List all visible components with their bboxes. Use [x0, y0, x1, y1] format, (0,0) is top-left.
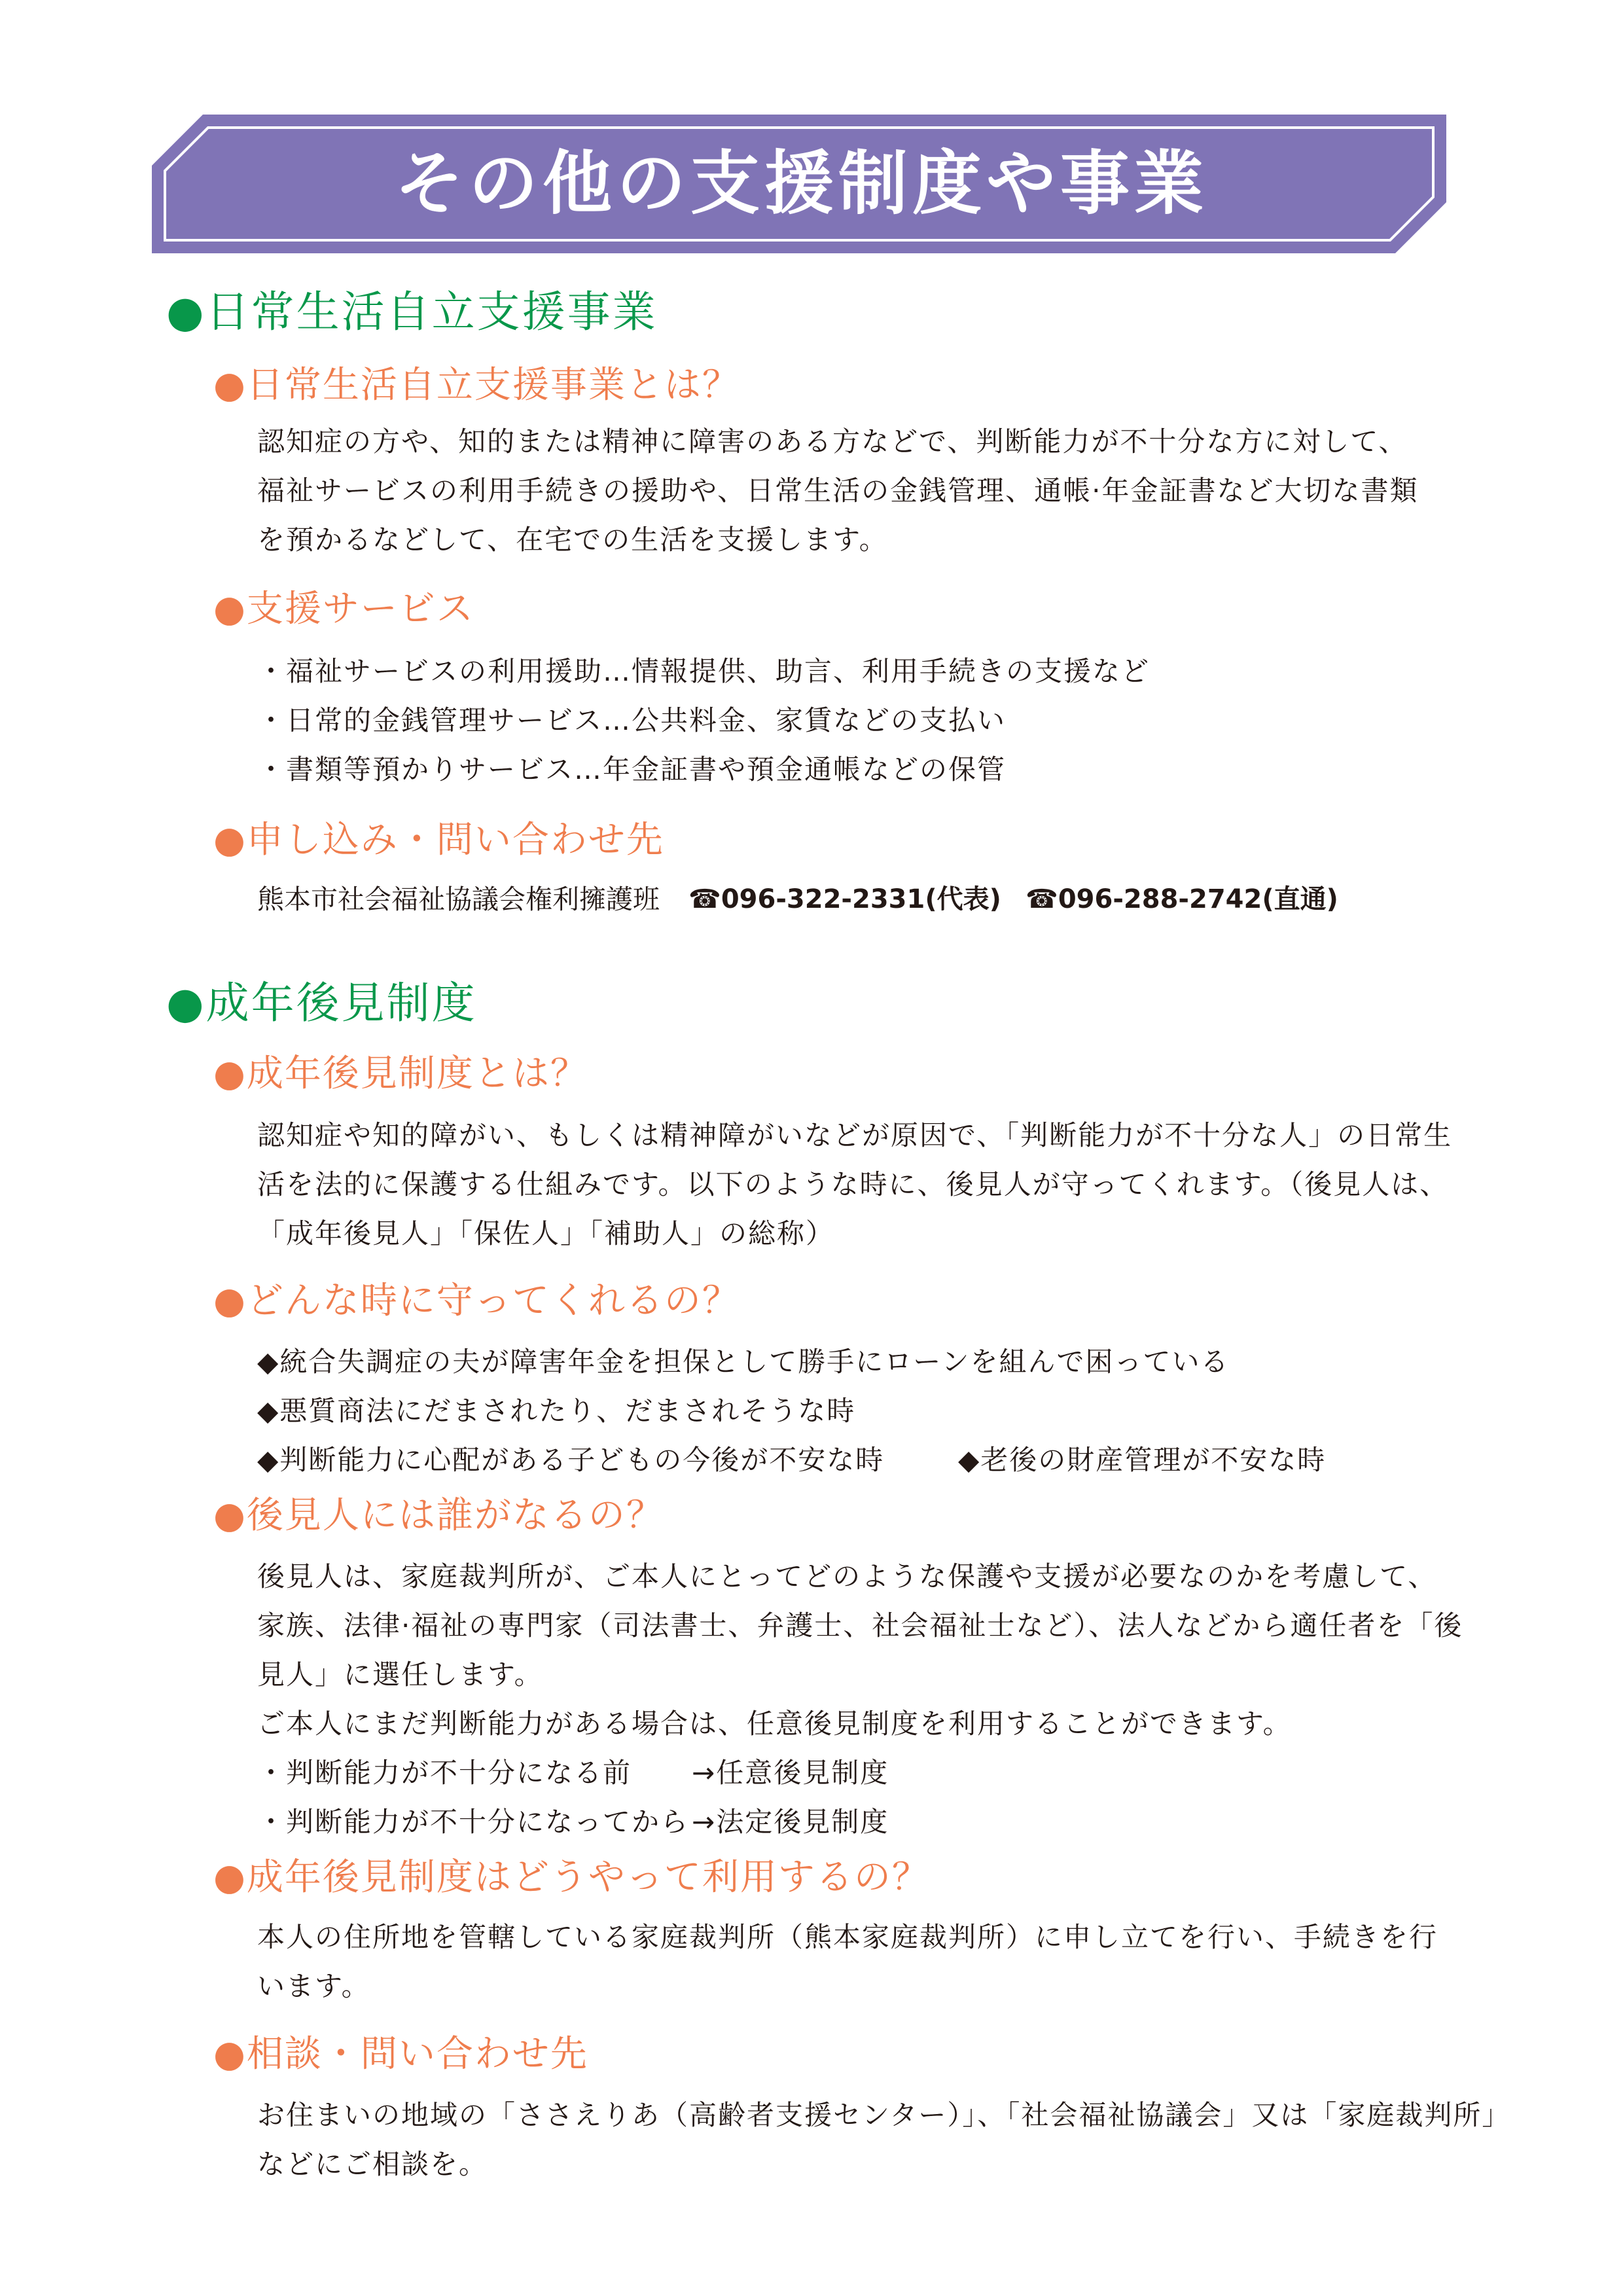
paragraph-line: などにご相談を。: [257, 2148, 488, 2180]
subsection-heading-consultation: ●相談・問い合わせ先: [213, 2033, 588, 2075]
option-label: ・判断能力が不十分になる前: [257, 1757, 632, 1789]
subsection-heading-how-to-use: ●成年後見制度はどうやって利用するの？: [213, 1856, 930, 1899]
guardian-selection-description: [257, 1552, 1566, 1846]
example-row: [257, 1435, 1566, 1484]
page-title: その他の支援制度や事業: [395, 143, 1208, 224]
subsection-heading-support-services: ●支援サービス: [213, 588, 474, 630]
subsection-heading-application-contact: ●申し込み・問い合わせ先: [213, 819, 664, 861]
subsection-heading-when-protected: ●どんな時に守ってくれるの？: [213, 1280, 740, 1322]
guardianship-option: [257, 1797, 1566, 1846]
contact-organization: 熊本市社会福祉協議会権利擁護班: [257, 884, 660, 915]
example-item: ◆老後の財産管理が不安な時: [958, 1444, 1327, 1476]
example-item: ◆判断能力に心配がある子どもの今後が不安な時: [257, 1444, 885, 1476]
example-item: ◆悪質商法にだまされたり、だまされそうな時: [257, 1395, 856, 1427]
section-heading-adult-guardianship: ●成年後見制度: [166, 978, 477, 1028]
subsection-heading-what-is-daily-life-support: ●日常生活自立支援事業とは？: [213, 364, 740, 406]
service-item: ・書類等預かりサービス…年金証書や預金通帳などの保管: [257, 753, 1007, 785]
paragraph-line: 家族、法律·福祉の専門家（司法書士、弁護士、社会福祉士など）、法人などから適任者を「後: [257, 1609, 1463, 1641]
daily-life-support-description: [257, 417, 1566, 564]
page-title-banner: [152, 115, 1446, 253]
paragraph-line: 福祉サービスの利用手続きの援助や、日常生活の金銭管理、通帳·年金証書など大切な書類: [257, 475, 1419, 507]
paragraph-line: 見人」に選任します。: [257, 1659, 543, 1691]
subsection-heading-who-becomes-guardian: ●後見人には誰がなるの？: [213, 1494, 664, 1537]
paragraph-line: 活を法的に保護する仕組みです。以下のような時に、後見人が守ってくれます。（後見人は、: [257, 1168, 1449, 1200]
application-contact: [257, 875, 1566, 924]
support-services-list: [257, 647, 1566, 794]
option-system: →任意後見制度: [692, 1757, 889, 1789]
option-system: →法定後見制度: [692, 1806, 889, 1838]
contact-line: [257, 875, 1566, 924]
paragraph-line: 認知症や知的障がい、もしくは精神障がいなどが原因で、「判断能力が不十分な人」の日常生: [257, 1119, 1453, 1151]
guardianship-description: [257, 1111, 1566, 1258]
paragraph-line: 「成年後見人」「保佐人」「補助人」の総称）: [257, 1217, 835, 1249]
option-label: ・判断能力が不十分になってから: [257, 1806, 690, 1838]
paragraph-line: を預かるなどして、在宅での生活を支援します。: [257, 524, 888, 556]
phone-direct[interactable]: ☎096-288-2742(直通): [1026, 884, 1338, 914]
service-item: ・日常的金銭管理サービス…公共料金、家賃などの支払い: [257, 704, 1007, 736]
protection-examples: [257, 1337, 1566, 1484]
paragraph-line: 本人の住所地を管轄している家庭裁判所（熊本家庭裁判所）に申し立てを行い、手続きを行: [257, 1921, 1438, 1953]
paragraph-line: ご本人にまだ判断能力がある場合は、任意後見制度を利用することができます。: [257, 1708, 1292, 1740]
example-item: ◆統合失調症の夫が障害年金を担保として勝手にローンを組んで困っている: [257, 1346, 1230, 1378]
paragraph-line: 認知症の方や、知的または精神に障害のある方などで、判断能力が不十分な方に対して、: [257, 425, 1408, 457]
how-to-use-description: [257, 1912, 1566, 2011]
consultation-description: [257, 2090, 1566, 2189]
subsection-heading-what-is-guardianship: ●成年後見制度とは？: [213, 1052, 588, 1095]
phone-main[interactable]: ☎096-322-2331(代表): [688, 884, 1001, 914]
section-heading-daily-life-support: ●日常生活自立支援事業: [166, 287, 658, 337]
paragraph-line: お住まいの地域の「ささえりあ（高齢者支援センター）」、「社会福祉協議会」又は「家庭裁判所」: [257, 2099, 1511, 2131]
paragraph-line: います。: [257, 1970, 370, 2002]
paragraph-line: 後見人は、家庭裁判所が、ご本人にとってどのような保護や支援が必要なのかを考慮して、: [257, 1560, 1437, 1592]
service-item: ・福祉サービスの利用援助…情報提供、助言、利用手続きの支援など: [257, 655, 1150, 687]
guardianship-option: [257, 1748, 1566, 1797]
